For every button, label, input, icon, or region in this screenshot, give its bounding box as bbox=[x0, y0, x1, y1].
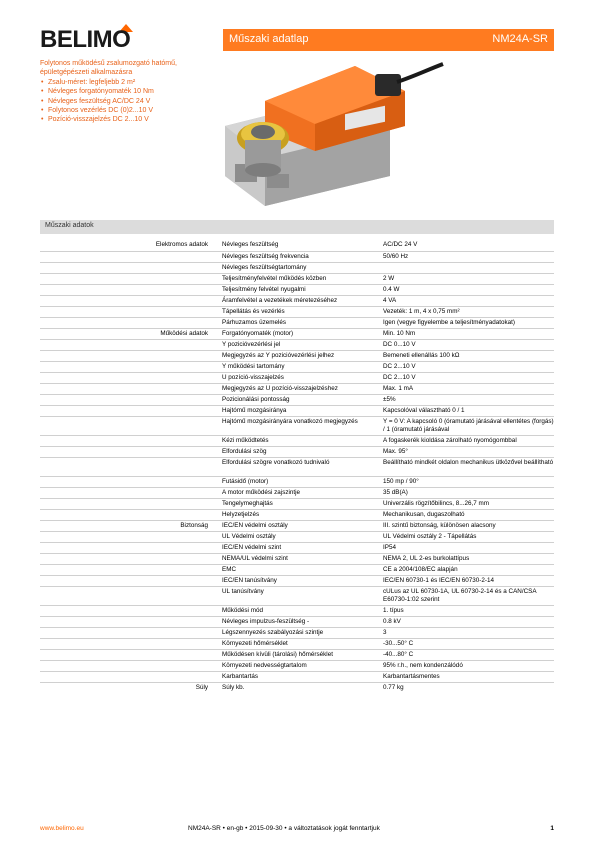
spec-value: DC 2...10 V bbox=[383, 374, 416, 381]
feature-item: • Névleges forgatónyomaték 10 Nm bbox=[40, 87, 220, 96]
spec-row bbox=[40, 394, 554, 405]
spec-value: Bemeneti ellenállás 100 kΩ bbox=[383, 352, 460, 359]
spec-label: Kézi működtetés bbox=[222, 437, 269, 444]
spec-value: 0.8 kV bbox=[383, 618, 401, 625]
footer-url[interactable]: www.belimo.eu bbox=[40, 825, 84, 832]
logo-text: BELIMO bbox=[40, 26, 131, 53]
spec-row bbox=[40, 605, 554, 616]
spec-value: ±5% bbox=[383, 396, 396, 403]
spec-row bbox=[40, 616, 554, 627]
spec-label: Légszennyezés szabályozási szintje bbox=[222, 629, 324, 636]
spec-row bbox=[40, 350, 554, 361]
spec-value: Min. 10 Nm bbox=[383, 330, 416, 337]
actuator-product-image bbox=[205, 56, 445, 216]
spec-label: IEC/EN védelmi szint bbox=[222, 544, 282, 551]
spec-row bbox=[40, 405, 554, 416]
spec-label: NEMA/UL védelmi szint bbox=[222, 555, 288, 562]
belimo-logo bbox=[40, 26, 216, 54]
spec-row bbox=[40, 306, 554, 317]
spec-row bbox=[40, 682, 554, 693]
spec-category: Elektromos adatok bbox=[155, 241, 208, 248]
spec-label: Helyzetjelzés bbox=[222, 511, 260, 518]
spec-label: U pozíció-visszajelzés bbox=[222, 374, 284, 381]
spec-row bbox=[40, 575, 554, 586]
spec-label: Párhuzamos üzemelés bbox=[222, 319, 287, 326]
spec-value: 4 VA bbox=[383, 297, 397, 304]
title-banner bbox=[223, 29, 554, 51]
spec-row bbox=[40, 660, 554, 671]
spec-row bbox=[40, 671, 554, 682]
spec-row bbox=[40, 262, 554, 273]
spec-row bbox=[40, 487, 554, 498]
spec-row bbox=[40, 339, 554, 350]
spec-value: III. szintű biztonság, különösen alacsony bbox=[383, 522, 496, 529]
section-header bbox=[40, 220, 554, 234]
spec-row bbox=[40, 649, 554, 660]
intro-lead: Folytonos működésű zsalumozgató hatómű, épületgépészeti alkalmazásra bbox=[40, 60, 177, 77]
spec-value: 0.77 kg bbox=[383, 684, 404, 691]
spec-label: IEC/EN védelmi osztály bbox=[222, 522, 288, 529]
spec-value: 95% r.h., nem kondenzálódó bbox=[383, 662, 463, 669]
spec-row bbox=[40, 553, 554, 564]
spec-label: UL Védelmi osztály bbox=[222, 533, 276, 540]
spec-label: Névleges feszültség frekvencia bbox=[222, 253, 309, 260]
spec-value: 2 W bbox=[383, 275, 395, 282]
feature-list bbox=[40, 78, 220, 125]
feature-item: • Pozíció-visszajelzés DC 2...10 V bbox=[40, 115, 220, 124]
spec-row bbox=[40, 457, 554, 476]
spec-value: UL Védelmi osztály 2 - Tápellátás bbox=[383, 533, 477, 540]
spec-label: Környezeti nedvességtartalom bbox=[222, 662, 307, 669]
spec-value: 1. típus bbox=[383, 607, 404, 614]
spec-label: Teljesítményfelvétel működés közben bbox=[222, 275, 327, 282]
spec-value: Vezeték: 1 m, 4 x 0,75 mm² bbox=[383, 308, 460, 315]
spec-value: 35 dB(A) bbox=[383, 489, 408, 496]
spec-label: UL tanúsítvány bbox=[222, 588, 264, 595]
section-title: Műszaki adatok bbox=[45, 222, 94, 229]
spec-value: Beállítható mindkét oldalon mechanikus ütközővel beállítható bbox=[383, 459, 554, 466]
spec-label: Hajtómű mozgásirányára vonatkozó megjegyzés bbox=[222, 418, 358, 425]
spec-label: Pozicionálási pontosság bbox=[222, 396, 290, 403]
spec-row bbox=[40, 295, 554, 306]
spec-label: Névleges feszültség bbox=[222, 241, 279, 248]
spec-row bbox=[40, 435, 554, 446]
spec-row bbox=[40, 520, 554, 531]
spec-label: A motor működési zajszintje bbox=[222, 489, 301, 496]
spec-row bbox=[40, 240, 554, 251]
spec-row bbox=[40, 361, 554, 372]
page-number: 1 bbox=[550, 825, 554, 832]
spec-label: Futásidő (motor) bbox=[222, 478, 269, 485]
model-number: NM24A-SR bbox=[492, 33, 548, 45]
spec-value: Max. 95° bbox=[383, 448, 408, 455]
spec-value: cULus az UL 60730-1A, UL 60730-2-14 és a CAN/CSA E60730-1:02 szerint bbox=[383, 588, 537, 603]
spec-value: 50/60 Hz bbox=[383, 253, 409, 260]
spec-value: IP54 bbox=[383, 544, 396, 551]
spec-value: A fogaskerék kioldása zárolható nyomógombbal bbox=[383, 437, 517, 444]
feature-item: • Névleges feszültség AC/DC 24 V bbox=[40, 97, 220, 106]
spec-row bbox=[40, 251, 554, 262]
spec-value: -30...50° C bbox=[383, 640, 414, 647]
page-footer bbox=[40, 825, 554, 837]
spec-value: Univerzális rögzítőbilincs, 8...26,7 mm bbox=[383, 500, 490, 507]
spec-row bbox=[40, 372, 554, 383]
spec-label: Hajtómű mozgásiránya bbox=[222, 407, 287, 414]
spec-label: Környezeti hőmérséklet bbox=[222, 640, 288, 647]
spec-label: Elfordulási szögre vonatkozó tudnivaló bbox=[222, 459, 330, 466]
spec-label: Működési mód bbox=[222, 607, 263, 614]
spec-row bbox=[40, 531, 554, 542]
spec-label: Tengelymeghajtás bbox=[222, 500, 273, 507]
spec-row bbox=[40, 542, 554, 553]
spec-table bbox=[40, 240, 554, 693]
spec-value: Mechanikusan, dugaszolható bbox=[383, 511, 465, 518]
spec-label: Tápellátás és vezérlés bbox=[222, 308, 285, 315]
spec-label: Elfordulási szög bbox=[222, 448, 267, 455]
spec-row bbox=[40, 328, 554, 339]
spec-row bbox=[40, 273, 554, 284]
spec-row bbox=[40, 476, 554, 487]
spec-label: Y működési tartomány bbox=[222, 363, 285, 370]
spec-value: NEMA 2, UL 2-es burkolattípus bbox=[383, 555, 470, 562]
spec-value: -40...80° C bbox=[383, 651, 414, 658]
footer-doc-info: NM24A-SR • en-gb • 2015-09-30 • a változtatások jogát fenntartjuk bbox=[188, 825, 380, 832]
spec-value: Kapcsolóval választható 0 / 1 bbox=[383, 407, 465, 414]
spec-row bbox=[40, 564, 554, 575]
spec-label: Áramfelvétel a vezetékek méretezéséhez bbox=[222, 297, 338, 304]
spec-category: Súly bbox=[195, 684, 208, 691]
spec-value: Max. 1 mA bbox=[383, 385, 414, 392]
spec-value: 150 mp / 90° bbox=[383, 478, 419, 485]
spec-value: 0.4 W bbox=[383, 286, 400, 293]
spec-label: Forgatónyomaték (motor) bbox=[222, 330, 294, 337]
spec-label: Súly kb. bbox=[222, 684, 245, 691]
spec-label: Teljesítmény felvétel nyugalmi bbox=[222, 286, 306, 293]
spec-value: DC 0...10 V bbox=[383, 341, 416, 348]
spec-label: Y pozicióvezérlési jel bbox=[222, 341, 281, 348]
spec-value: Karbantartásmentes bbox=[383, 673, 440, 680]
feature-item: • Zsalu-méret: legfeljebb 2 m² bbox=[40, 78, 220, 87]
spec-row bbox=[40, 509, 554, 520]
spec-row bbox=[40, 383, 554, 394]
spec-label: Működésen kívüli (tárolási) hőmérséklet bbox=[222, 651, 333, 658]
spec-label: Karbantartás bbox=[222, 673, 259, 680]
spec-value: 3 bbox=[383, 629, 387, 636]
spec-value: AC/DC 24 V bbox=[383, 241, 418, 248]
spec-label: Megjegyzés az Y pozicióvezérlési jelhez bbox=[222, 352, 335, 359]
spec-label: EMC bbox=[222, 566, 236, 573]
spec-row bbox=[40, 317, 554, 328]
spec-row bbox=[40, 284, 554, 295]
spec-value: IEC/EN 60730-1 és IEC/EN 60730-2-14 bbox=[383, 577, 494, 584]
spec-label: Névleges feszültségtartomány bbox=[222, 264, 307, 271]
product-intro bbox=[40, 59, 220, 125]
spec-row bbox=[40, 498, 554, 509]
spec-row bbox=[40, 586, 554, 605]
spec-row bbox=[40, 446, 554, 457]
spec-value: DC 2...10 V bbox=[383, 363, 416, 370]
spec-value: CE a 2004/108/EC alapján bbox=[383, 566, 458, 573]
spec-category: Biztonság bbox=[180, 522, 208, 529]
spec-row bbox=[40, 638, 554, 649]
spec-label: IEC/EN tanúsítvány bbox=[222, 577, 277, 584]
spec-row bbox=[40, 416, 554, 435]
spec-category: Működési adatok bbox=[160, 330, 208, 337]
spec-row bbox=[40, 627, 554, 638]
spec-label: Megjegyzés az U pozíció-visszajelzéshez bbox=[222, 385, 338, 392]
spec-value: Y = 0 V: A kapcsoló 0 (óramutató járásával ellentétes (forgás) / 1 (óramutató járásával bbox=[383, 418, 554, 433]
spec-label: Névleges impulzus-feszültség - bbox=[222, 618, 310, 625]
spec-value: Igen (vegye figyelembe a teljesítményadatokat) bbox=[383, 319, 515, 326]
document-type: Műszaki adatlap bbox=[229, 33, 309, 45]
feature-item: • Folytonos vezérlés DC (0)2...10 V bbox=[40, 106, 220, 115]
